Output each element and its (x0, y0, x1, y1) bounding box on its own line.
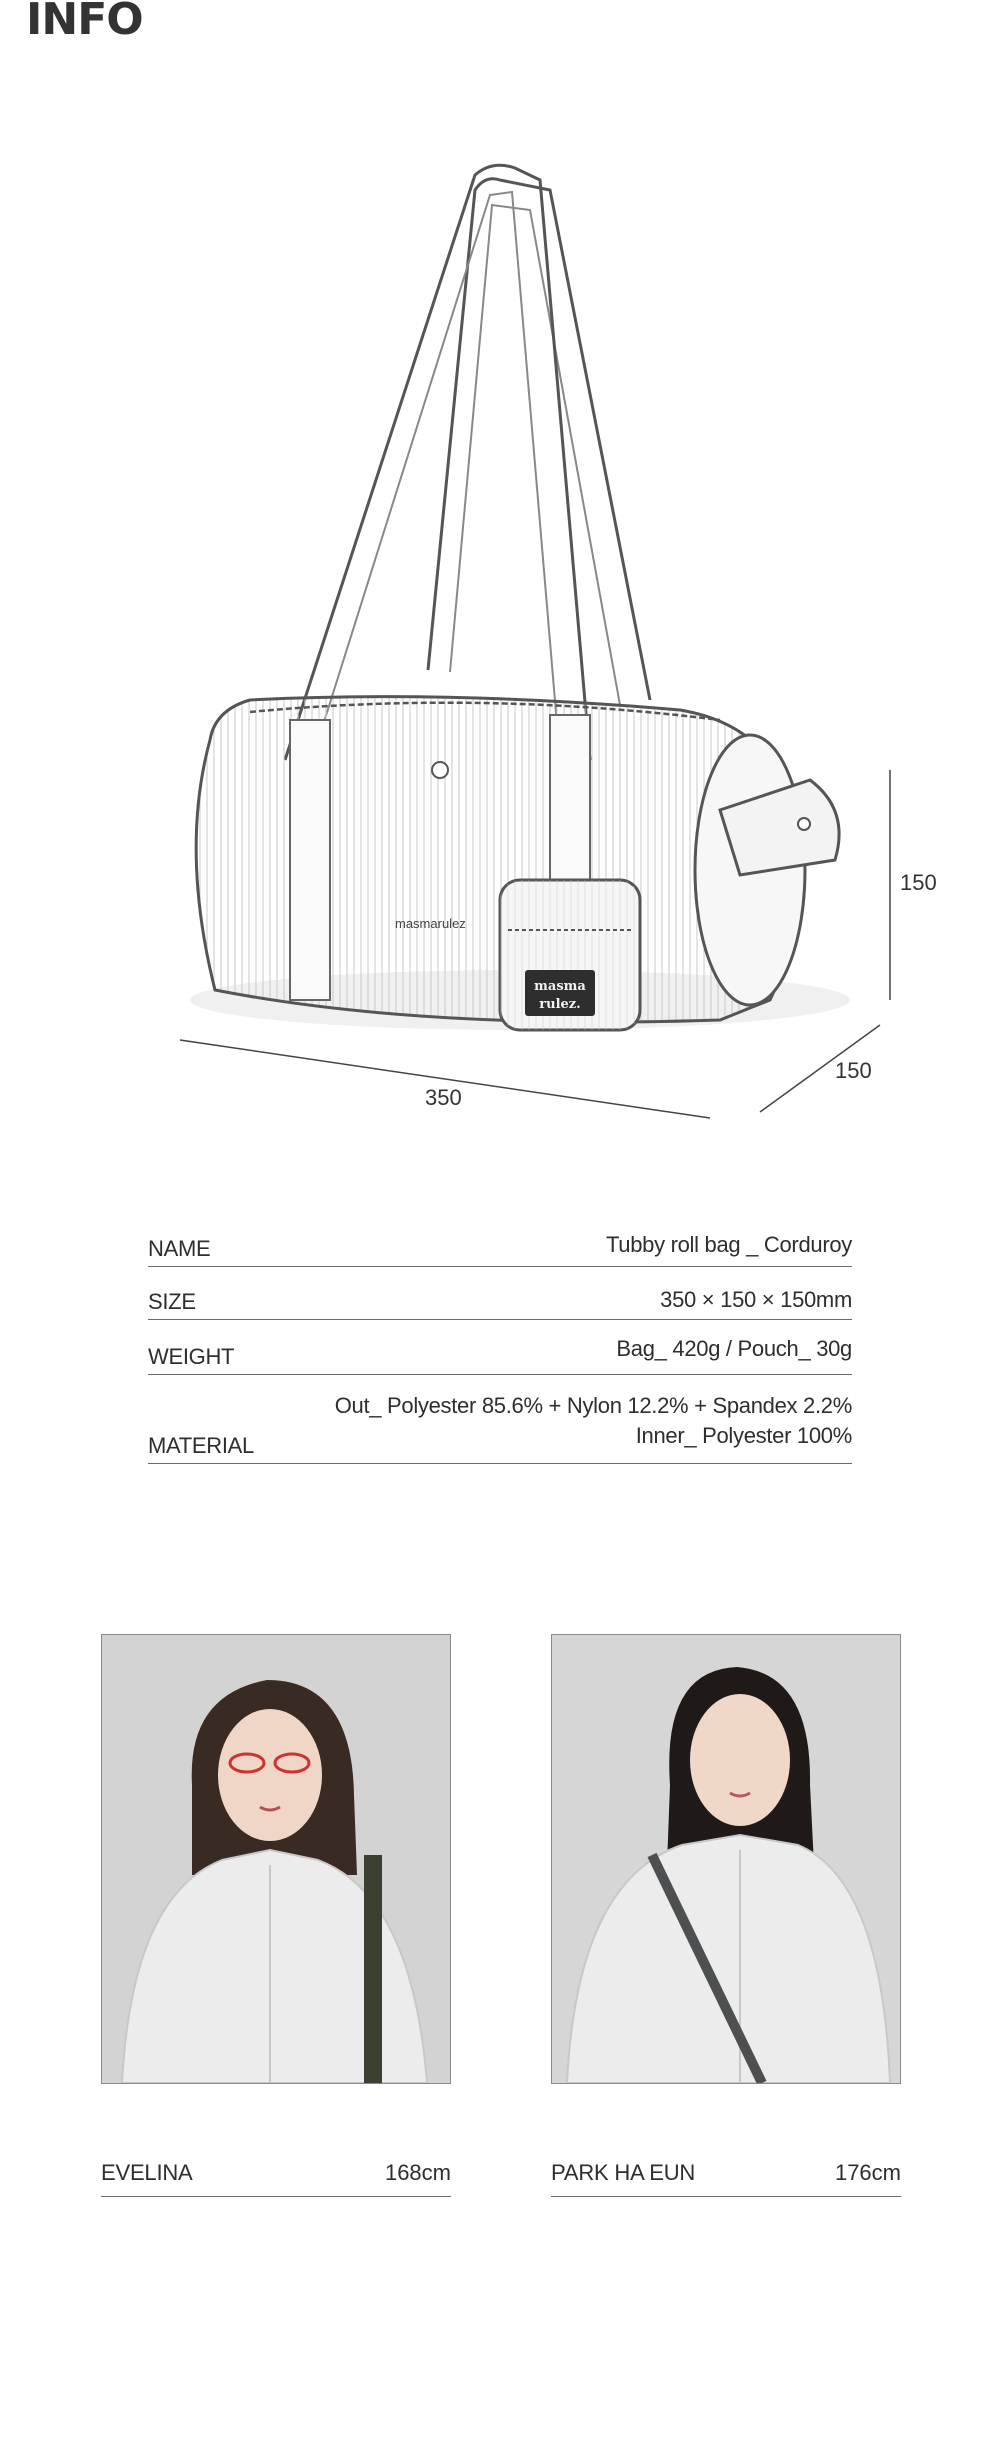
spec-value: 350 × 150 × 150mm (660, 1287, 852, 1312)
dimension-depth: 150 (835, 1058, 872, 1083)
bag-illustration (120, 120, 940, 1220)
model-name: PARK HA EUN (551, 2160, 696, 2185)
strap-front (285, 165, 590, 760)
spec-value: Bag_ 420g / Pouch_ 30g (616, 1336, 852, 1361)
page-title: INFO (26, 0, 143, 45)
model-figure (102, 1635, 450, 2083)
material-inner: Inner_ Polyester 100% (635, 1423, 852, 1448)
dimension-height: 150 (900, 870, 937, 895)
model-caption (551, 2156, 901, 2197)
spec-value: Tubby roll bag _ Corduroy (605, 1232, 852, 1257)
model-name: EVELINA (101, 2160, 193, 2185)
material-outer: Out_ Polyester 85.6% + Nylon 12.2% + Spandex 2.2% (334, 1393, 852, 1418)
spec-label: WEIGHT (148, 1344, 235, 1369)
pouch (500, 880, 640, 1030)
model-height: 176cm (834, 2160, 901, 2185)
spec-row-weight (148, 1320, 852, 1375)
dimension-length: 350 (425, 1085, 462, 1110)
model-photo (551, 1634, 901, 2084)
model-caption (101, 2156, 451, 2197)
model-photo (101, 1634, 451, 2084)
spec-row-name (148, 1222, 852, 1267)
spec-row-material (148, 1375, 852, 1464)
model-card-2 (551, 1634, 901, 2197)
spec-label: NAME (148, 1236, 211, 1261)
spec-value (335, 1391, 852, 1451)
model-figure (552, 1635, 900, 2083)
model-card-1 (101, 1634, 451, 2197)
spec-label: SIZE (148, 1289, 196, 1314)
model-height: 168cm (384, 2160, 451, 2185)
spec-label: MATERIAL (148, 1433, 254, 1458)
pouch-label-line2: rulez. (539, 997, 581, 1012)
pouch-label-line1: masma (534, 979, 586, 994)
spec-row-size (148, 1267, 852, 1320)
brand-text: masmarulez (395, 916, 466, 931)
spec-table (148, 1222, 852, 1464)
